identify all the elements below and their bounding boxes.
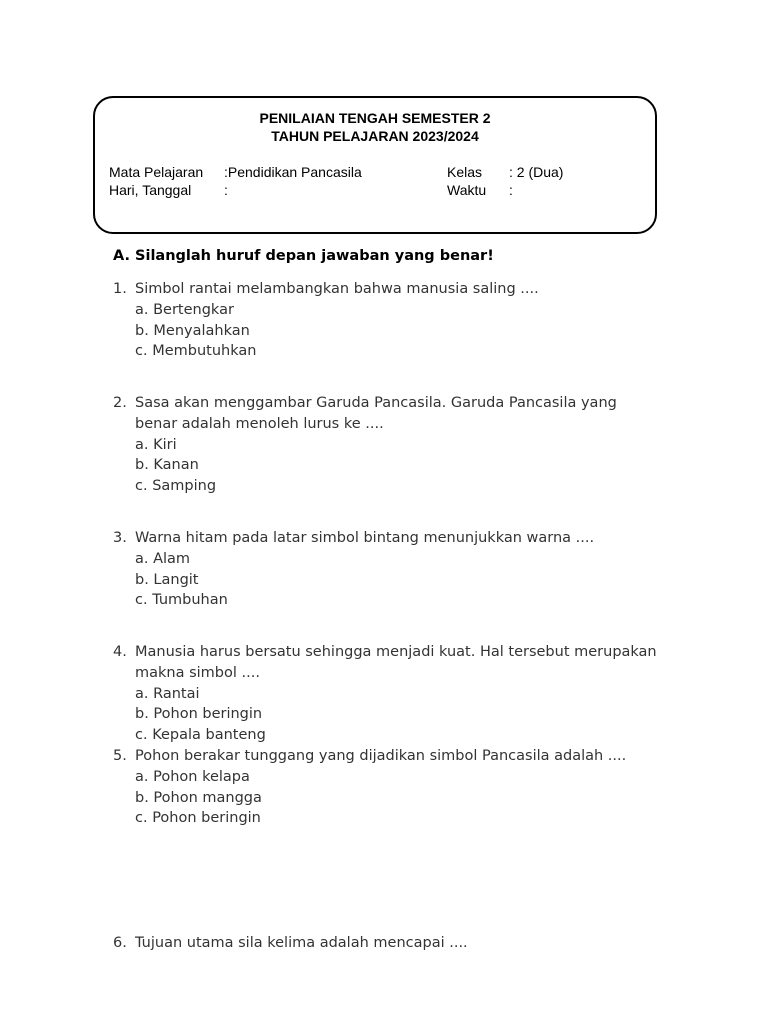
option-b: b. Pohon beringin bbox=[135, 706, 263, 723]
subject-value: :Pendidikan Pancasila bbox=[224, 164, 362, 180]
time-value: : bbox=[509, 182, 513, 198]
option-c: c. Samping bbox=[135, 478, 217, 495]
question-number: 1. bbox=[113, 281, 127, 297]
date-value: : bbox=[224, 182, 228, 198]
question-item bbox=[113, 933, 658, 954]
section-title: A. Silanglah huruf depan jawaban yang benar! bbox=[113, 248, 494, 264]
option-c: c. Membutuhkan bbox=[135, 343, 257, 360]
exam-header-box bbox=[93, 96, 657, 234]
option-b: b. Langit bbox=[135, 571, 199, 588]
option-c: c. Tumbuhan bbox=[135, 592, 228, 609]
option-b: b. Pohon mangga bbox=[135, 789, 262, 806]
question-text: Manusia harus bersatu sehingga menjadi kuat. Hal tersebut merupakan makna simbol .... bbox=[135, 644, 657, 681]
option-a: a. Bertengkar bbox=[135, 301, 234, 318]
option-b: b. Kanan bbox=[135, 457, 199, 474]
question-item bbox=[113, 746, 658, 829]
question-text: Pohon berakar tunggang yang dijadikan simbol Pancasila adalah .... bbox=[135, 748, 627, 764]
option-b: b. Menyalahkan bbox=[135, 322, 250, 339]
academic-year: TAHUN PELAJARAN 2023/2024 bbox=[271, 128, 479, 144]
option-a: a. Kiri bbox=[135, 436, 177, 453]
question-text: Sasa akan menggambar Garuda Pancasila. Garuda Pancasila yang benar adalah menoleh lurus ke .... bbox=[135, 395, 617, 432]
question-text: Tujuan utama sila kelima adalah mencapai .... bbox=[135, 935, 468, 951]
question-item bbox=[113, 642, 658, 746]
question-number: 4. bbox=[113, 644, 127, 660]
option-a: a. Rantai bbox=[135, 685, 200, 702]
question-item bbox=[113, 393, 658, 497]
question-number: 5. bbox=[113, 748, 127, 764]
option-c: c. Pohon beringin bbox=[135, 810, 261, 827]
question-number: 6. bbox=[113, 935, 127, 951]
option-a: a. Pohon kelapa bbox=[135, 768, 250, 785]
question-number: 3. bbox=[113, 530, 127, 546]
date-label: Hari, Tanggal bbox=[109, 182, 192, 198]
question-text: Warna hitam pada latar simbol bintang menunjukkan warna .... bbox=[135, 530, 595, 546]
class-label: Kelas bbox=[447, 164, 483, 180]
time-label: Waktu bbox=[447, 182, 487, 198]
question-number: 2. bbox=[113, 395, 127, 411]
option-a: a. Alam bbox=[135, 550, 191, 567]
question-text: Simbol rantai melambangkan bahwa manusia saling .... bbox=[135, 281, 539, 297]
exam-title: PENILAIAN TENGAH SEMESTER 2 bbox=[259, 110, 491, 126]
option-c: c. Kepala banteng bbox=[135, 727, 266, 744]
question-item bbox=[113, 279, 658, 362]
question-item bbox=[113, 528, 658, 611]
class-value: : 2 (Dua) bbox=[509, 164, 564, 180]
subject-label: Mata Pelajaran bbox=[109, 164, 204, 180]
